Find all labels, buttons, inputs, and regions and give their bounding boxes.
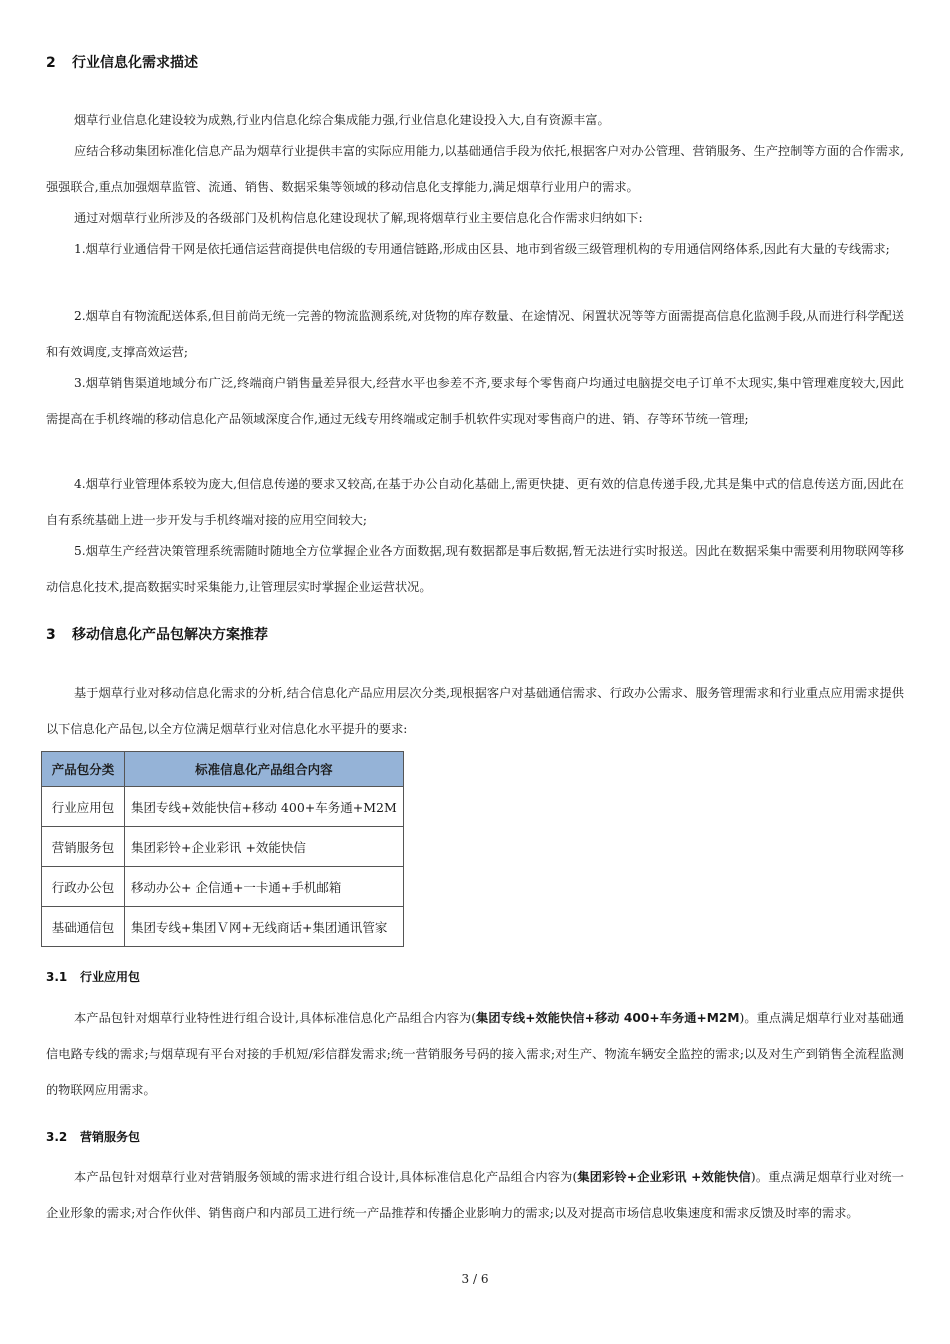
subsection-title: 营销服务包 xyxy=(80,1130,141,1144)
section-number: 3 xyxy=(46,627,56,643)
subsection-number: 3.1 xyxy=(46,970,68,984)
subsection-3-2-heading xyxy=(46,1128,140,1145)
bold-product-list: 集团专线+效能快信+移动 400+车务通+M2M xyxy=(475,1011,740,1025)
list-item: 5.烟草生产经营决策管理系统需随时随地全方位掌握企业各方面数据,现有数据都是事后数据,暂无法进行实时报送。因此在数据采集中需要利用物联网等移动信息化技术,提高数据实时采集能力,让管理层实时掌握企业运营状况。 xyxy=(46,544,904,594)
list-item: 1.烟草行业通信骨干网是依托通信运营商提供电信级的专用通信链路,形成由区县、地市到省级三级管理机构的专用通信网络体系,因此有大量的专线需求; xyxy=(74,242,890,256)
paragraph: 烟草行业信息化建设较为成熟,行业内信息化综合集成能力强,行业信息化建设投入大,自有资源丰富。 xyxy=(74,113,610,127)
paragraph: 应结合移动集团标准化信息产品为烟草行业提供丰富的实际应用能力,以基础通信手段为依托,根据客户对办公管理、营销服务、生产控制等方面的合作需求,强强联合,重点加强烟草监管、流通、销售、数据采集等领域的移动信息化支撑能力,满足烟草行业用户的需求。 xyxy=(46,144,904,194)
subsection-title: 行业应用包 xyxy=(80,970,141,984)
table-cell: 行业应用包 xyxy=(42,787,125,827)
table-row xyxy=(42,787,404,827)
paragraph xyxy=(46,1000,904,1108)
table-row xyxy=(42,867,404,907)
section-number: 2 xyxy=(46,55,56,71)
list-item: 2.烟草自有物流配送体系,但目前尚无统一完善的物流监测系统,对货物的库存数量、在途情况、闲置状况等等方面需提高信息化监测手段,从而进行科学配送和有效调度,支撑高效运营; xyxy=(46,309,904,359)
product-package-table xyxy=(41,751,404,947)
paragraph-text: )。重点满足烟草行业对统一企业形象的需求;对合作伙伴、销售商户和内部员工进行统一产品推荐和传播企业影响力的需求;以及对提高市场信息收集速度和需求反馈及时率的需求。 xyxy=(46,1170,904,1220)
table-cell: 集团专线+效能快信+移动 400+车务通+M2M xyxy=(125,787,404,827)
list-item: 4.烟草行业管理体系较为庞大,但信息传递的要求又较高,在基于办公自动化基础上,需更快捷、更有效的信息传递手段,尤其是集中式的信息传送方面,因此在自有系统基础上进一步开发与手机终端对接的应用空间较大; xyxy=(46,477,904,527)
table-cell: 集团彩铃+企业彩讯 +效能快信 xyxy=(125,827,404,867)
table-header-cell: 标准信息化产品组合内容 xyxy=(125,752,404,787)
page-number: 3 / 6 xyxy=(461,1272,489,1286)
paragraph-text: 本产品包针对烟草行业对营销服务领域的需求进行组合设计,具体标准信息化产品组合内容为( xyxy=(74,1170,578,1184)
paragraph-text: )。重点满足烟草行业对基础通信电路专线的需求;与烟草现有平台对接的手机短/彩信群发需求;统一营销服务号码的接入需求;对生产、物流车辆安全监控的需求;以及对生产到销售全流程监测的物联网应用需求。 xyxy=(46,1011,904,1097)
table-cell: 基础通信包 xyxy=(42,907,125,947)
subsection-3-1-heading xyxy=(46,968,140,985)
paragraph xyxy=(46,1159,904,1231)
table-row xyxy=(42,827,404,867)
paragraph: 基于烟草行业对移动信息化需求的分析,结合信息化产品应用层次分类,现根据客户对基础通信需求、行政办公需求、服务管理需求和行业重点应用需求提供以下信息化产品包,以全方位满足烟草行业对信息化水平提升的要求: xyxy=(46,686,904,736)
paragraph-text: 本产品包针对烟草行业特性进行组合设计,具体标准信息化产品组合内容为( xyxy=(74,1011,476,1025)
table-cell: 移动办公+ 企信通+一卡通+手机邮箱 xyxy=(125,867,404,907)
section-title: 移动信息化产品包解决方案推荐 xyxy=(72,627,268,643)
paragraph: 通过对烟草行业所涉及的各级部门及机构信息化建设现状了解,现将烟草行业主要信息化合作需求归纳如下: xyxy=(74,211,643,225)
section-2-heading xyxy=(46,52,198,72)
table-cell: 营销服务包 xyxy=(42,827,125,867)
bold-product-list: 集团彩铃+企业彩讯 +效能快信 xyxy=(577,1170,751,1184)
section-title: 行业信息化需求描述 xyxy=(72,55,198,71)
section-3-heading xyxy=(46,624,268,644)
subsection-number: 3.2 xyxy=(46,1130,68,1144)
table-cell: 行政办公包 xyxy=(42,867,125,907)
table-row xyxy=(42,907,404,947)
table-header-cell: 产品包分类 xyxy=(42,752,125,787)
list-item: 3.烟草销售渠道地域分布广泛,终端商户销售量差异很大,经营水平也参差不齐,要求每个零售商户均通过电脑提交电子订单不太现实,集中管理难度较大,因此需提高在手机终端的移动信息化产品领域深度合作,通过无线专用终端或定制手机软件实现对零售商户的进、销、存等环节统一管理; xyxy=(46,376,904,426)
table-header-row xyxy=(42,752,404,787)
table-cell: 集团专线+集团Ｖ网+无线商话+集团通讯管家 xyxy=(125,907,404,947)
